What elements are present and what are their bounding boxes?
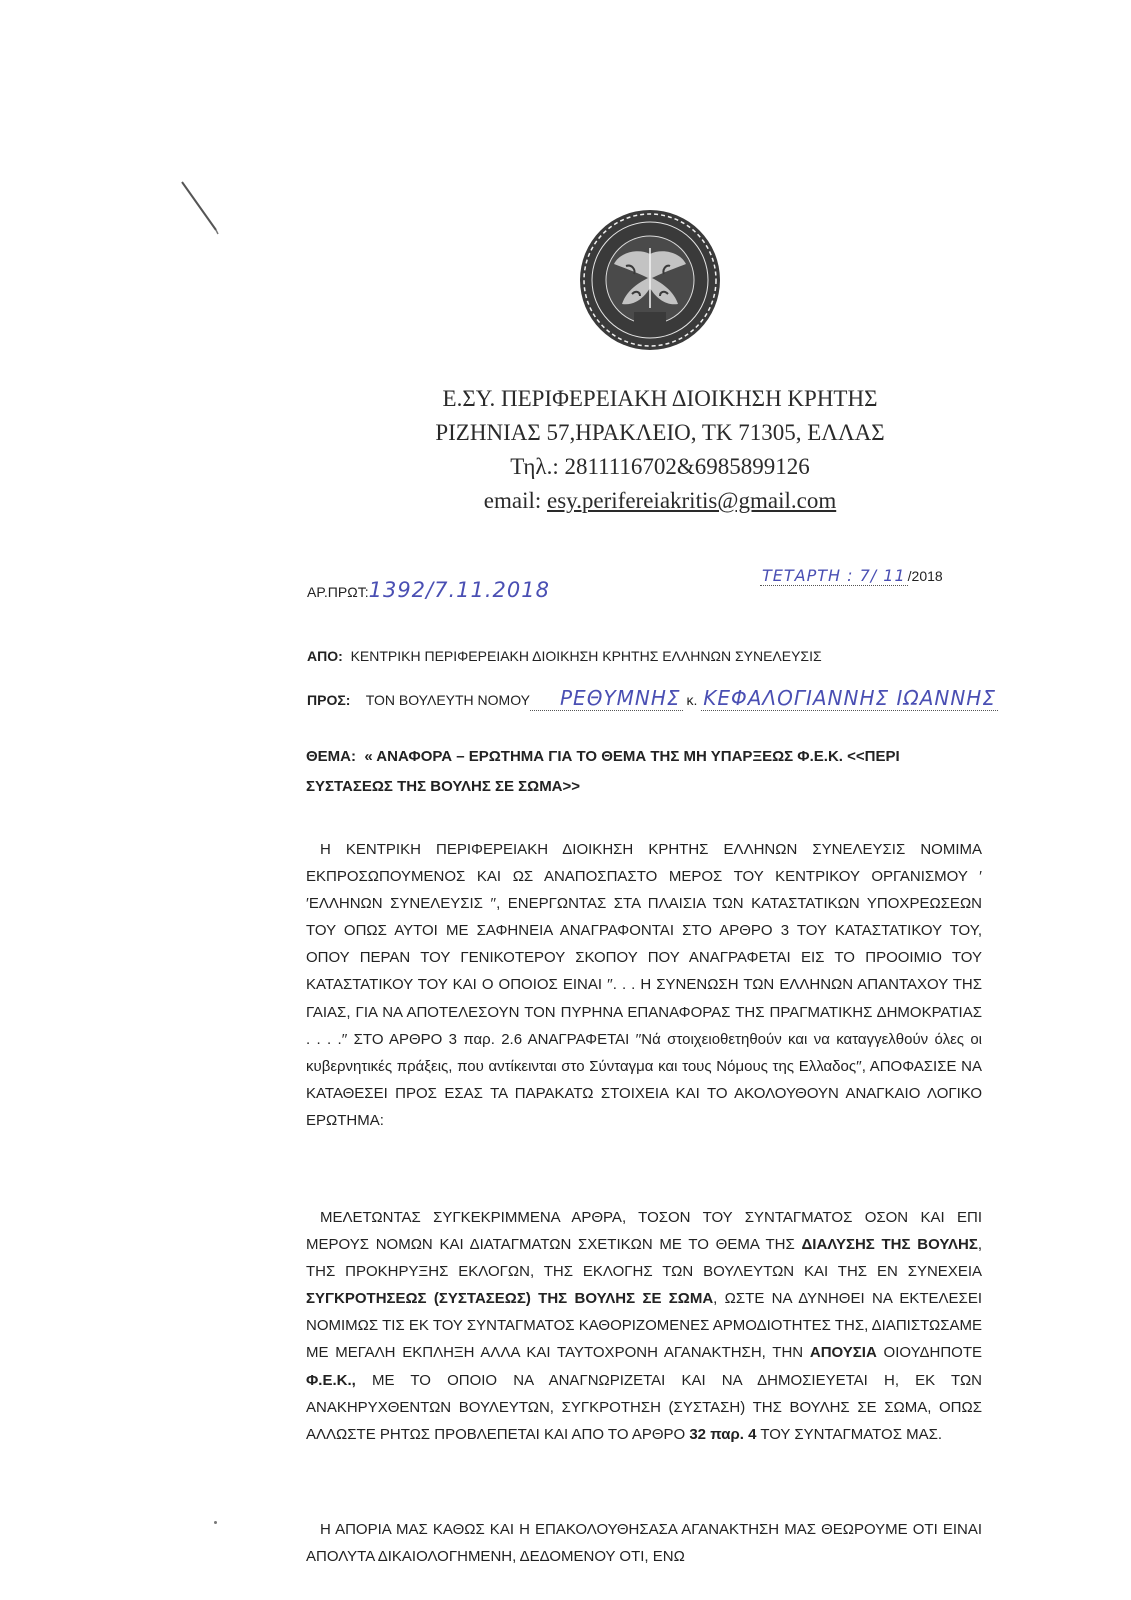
body-paragraph-1: Η ΚΕΝΤΡΙΚΗ ΠΕΡΙΦΕΡΕΙΑΚΗ ΔΙΟΙΚΗΣΗ ΚΡΗΤΗΣ ΕΛΛΗΝΩΝ ΣΥΝΕΛΕΥΣΙΣ ΝΟΜΙΜΑ ΕΚΠΡΟΣΩΠΟΥΜΕΝΟΣ ΚΑΙ ΩΣ ΑΝΑΠΟΣΠΑΣΤΟ ΜΕΡΟΣ ΤΟΥ ΚΕΝΤΡΙΚΟΥ ΟΡΓΑΝΙΣΜΟΥ ′′ΕΛΛΗΝΩΝ ΣΥΝΕΛΕΥΣΙΣ ′′, ΕΝΕΡΓΩΝΤΑΣ ΣΤΑ ΠΛΑΙΣΙΑ ΤΩΝ ΚΑΤΑΣΤΑΤΙΚΩΝ ΥΠΟΧΡΕΩΣΕΩΝ ΤΟΥ ΟΠΩΣ ΑΥΤΟΙ ΜΕ ΣΑΦΗΝΕΙΑ ΑΝΑΓΡΑΦΟΝΤΑΙ ΣΤΟ ΑΡΘΡΟ 3 ΤΟΥ ΚΑΤΑΣΤΑΤΙΚΟΥ ΤΟΥ, ΟΠΟΥ ΠΕΡΑΝ ΤΟΥ ΓΕΝΙΚΟΤΕΡΟΥ ΣΚΟΠΟΥ ΠΟΥ ΑΝΑΓΡΑΦΕΤΑΙ ΕΙΣ ΤΟ ΠΡΟΟΙΜΙΟ ΤΟΥ ΚΑΤΑΣΤΑΤΙΚΟΥ ΤΟΥ ΚΑΙ Ο ΟΠΟΙΟΣ ΕΙΝΑΙ ′′. . . Η ΣΥΝΕΝΩΣΗ ΤΩΝ ΕΛΛΗΝΩΝ ΑΠΑΝΤΑΧΟΥ ΤΗΣ ΓΑΙΑΣ, ΓΙΑ ΝΑ ΑΠΟΤΕΛΕΣΟΥΝ ΤΟΝ ΠΥΡΗΝΑ ΕΠΑΝΑΦΟΡΑΣ ΤΗΣ ΠΡΑΓΜΑΤΙΚΗΣ ΔΗΜΟΚΡΑΤΙΑΣ . . . .′′ ΣΤΟ ΑΡΘΡΟ 3 παρ. 2.6 ΑΝΑΓΡΑΦΕΤΑΙ ′′Νά στοιχειοθετηθούν και να καταγγελθούν όλες οι κυβερνητικές πράξεις, που αντίκεινται στο Σύνταγμα και τους Νόμους της Ελλαδος′′, ΑΠΟΦΑΣΙΣΕ ΝΑ ΚΑΤΑΘΕΣΕΙ ΠΡΟΣ ΕΣΑΣ ΤΑ ΠΑΡΑΚΑΤΩ ΣΤΟΙΧΕΙΑ ΚΑΙ ΤΟ ΑΚΟΛΟΥΘΟΥΝ ΑΝΑΓΚΑΙΟ ΛΟΓΙΚΟ ΕΡΩΤΗΜΑ:	[306, 841, 982, 1129]
subject-label: ΘΕΜΑ:	[306, 748, 356, 765]
letterhead-email	[380, 484, 940, 518]
from-label: ΑΠΟ:	[307, 648, 343, 664]
p2-text-k: ΤΟΥ ΣΥΝΤΑΓΜΑΤΟΣ ΜΑΣ.	[756, 1425, 943, 1443]
to-name-handwritten: ΚΕΦΑΛΟΓΙΑΝΝΗΣ ΙΩΑΝΝΗΣ	[703, 686, 996, 710]
p2-text-a: ΜΕΛΕΤΩΝΤΑΣ ΣΥΓΚΕΚΡΙΜΜΕΝΑ ΑΡΘΡΑ, ΤΟΣΟΝ ΤΟΥ ΣΥΝΤΑΓΜΑΤΟΣ ΟΣΟΝ ΚΑΙ ΕΠΙ ΜΕΡΟΥΣ ΝΟΜΩΝ ΚΑΙ ΔΙΑΤΑΓΜΑΤΩΝ ΣΧΕΤΙΚΩΝ ΜΕ ΤΟ ΘΕΜΑ ΤΗΣ	[306, 1209, 982, 1254]
body-paragraph-2	[306, 1204, 982, 1448]
p2-bold-fek: Φ.Ε.Κ.,	[306, 1371, 356, 1389]
p2-bold-article: 32 παρ. 4	[689, 1425, 757, 1443]
pen-stroke-mark	[180, 180, 224, 236]
from-line	[307, 648, 822, 664]
to-k-label: κ.	[686, 692, 698, 708]
letterhead	[380, 382, 940, 518]
p2-bold-constitution: ΣΥΓΚΡΟΤΗΣΕΩΣ (ΣΥΣΤΑΣΕΩΣ) ΤΗΣ ΒΟΥΛΗΣ ΣΕ ΣΩΜΑ	[306, 1290, 714, 1308]
protocol-number-handwritten: 1392/7.11.2018	[368, 578, 550, 602]
date-year: /2018	[907, 568, 943, 584]
organization-seal-logo	[578, 208, 722, 352]
to-line	[307, 686, 998, 710]
p2-text-i: ΜΕ ΤΟ ΟΠΟΙΟ ΝΑ ΑΝΑΓΝΩΡΙΖΕΤΑΙ ΚΑΙ ΝΑ ΔΗΜΟΣΙΕΥΕΤΑΙ Η, ΕΚ ΤΩΝ ΑΝΑΚΗΡΥΧΘΕΝΤΩΝ ΒΟΥΛΕΥΤΩΝ, ΣΥΓΚΡΟΤΗΣΗ (ΣΥΣΤΑΣΗ) ΤΗΣ ΒΟΥΛΗΣ ΣΕ ΣΩΜΑ, ΟΠΩΣ ΑΛΛΩΣΤΕ ΡΗΤΩΣ ΠΡΟΒΛΕΠΕΤΑΙ ΚΑΙ ΑΠΟ ΤΟ ΑΡΘΡΟ	[306, 1371, 982, 1443]
body-paragraph-3: Η ΑΠΟΡΙΑ ΜΑΣ ΚΑΘΩΣ ΚΑΙ Η ΕΠΑΚΟΛΟΥΘΗΣΑΣΑ ΑΓΑΝΑΚΤΗΣΗ ΜΑΣ ΘΕΩΡΟΥΜΕ ΟΤΙ ΕΙΝΑΙ ΑΠΟΛΥΤΑ ΔΙΚΑΙΟΛΟΓΗΜΕΝΗ, ΔΕΔΟΜΕΝΟΥ ΟΤΙ, ΕΝΩ	[306, 1521, 982, 1566]
scan-speck	[214, 1521, 217, 1524]
protocol-number-line	[307, 578, 550, 602]
to-region-handwritten: ΡΕΘΥΜΝΗΣ	[530, 686, 683, 711]
letterhead-org-name: Ε.ΣΥ. ΠΕΡΙΦΕΡΕΙΑΚΗ ΔΙΟΙΚΗΣΗ ΚΡΗΤΗΣ	[442, 386, 878, 411]
letterhead-phone: Τηλ.: 2811116702&6985899126	[510, 454, 810, 479]
to-label: ΠΡΟΣ:	[307, 692, 351, 708]
date-handwritten: ΤΕΤΑΡΤΗ : 7/ 11	[762, 566, 906, 585]
subject-line	[306, 742, 984, 802]
subject-text: « ΑΝΑΦΟΡΑ – ΕΡΩΤΗΜΑ ΓΙΑ ΤΟ ΘΕΜΑ ΤΗΣ ΜΗ ΥΠΑΡΞΕΩΣ Φ.Ε.Κ. <<ΠΕΡΙ ΣΥΣΤΑΣΕΩΣ ΤΗΣ ΒΟΥΛΗΣ ΣΕ ΣΩΜΑ>>	[306, 748, 900, 795]
p2-text-e: , ΩΣΤΕ ΝΑ ΔΥΝΗΘΕΙ ΝΑ ΕΚΤΕΛΕΣΕΙ ΝΟΜΙΜΩΣ ΤΙΣ ΕΚ ΤΟΥ ΣΥΝΤΑΓΜΑΤΟΣ ΚΑΘΟΡΙΖΟΜΕΝΕΣ ΑΡΜΟΔΙΟΤΗΤΕΣ ΤΗΣ, ΔΙΑΠΙΣΤΩΣΑΜΕ ΜΕ ΜΕΓΑΛΗ ΕΚΠΛΗΞΗ ΑΛΛΑ ΚΑΙ ΤΑΥΤΟΧΡΟΝΗ ΑΓΑΝΑΚΤΗΣΗ, ΤΗΝ	[306, 1290, 982, 1362]
p2-bold-dissolution: ΔΙΑΛΥΣΗΣ ΤΗΣ ΒΟΥΛΗΣ	[801, 1236, 978, 1254]
protocol-number-label: ΑΡ.ΠΡΩΤ:	[307, 584, 369, 600]
letterhead-address: ΡΙΖΗΝΙΑΣ 57,ΗΡΑΚΛΕΙΟ, ΤΚ 71305, ΕΛΛΑΣ	[435, 420, 885, 445]
email-label: email:	[483, 488, 548, 513]
to-value: ΤΟΝ ΒΟΥΛΕΥΤΗ ΝΟΜΟΥ	[365, 692, 530, 708]
p2-bold-absence: ΑΠΟΥΣΙΑ	[809, 1344, 877, 1362]
date-line	[760, 566, 943, 585]
p2-text-g: ΟΙΟΥΔΗΠΟΤΕ	[876, 1344, 982, 1362]
email-link[interactable]: esy.perifereiakritis@gmail.com	[547, 488, 837, 513]
from-value: ΚΕΝΤΡΙΚΗ ΠΕΡΙΦΕΡΕΙΑΚΗ ΔΙΟΙΚΗΣΗ ΚΡΗΤΗΣ ΕΛΛΗΝΩΝ ΣΥΝΕΛΕΥΣΙΣ	[350, 648, 822, 664]
p2-text-c: , ΤΗΣ ΠΡΟΚΗΡΥΞΗΣ ΕΚΛΟΓΩΝ, ΤΗΣ ΕΚΛΟΓΗΣ ΤΩΝ ΒΟΥΛΕΥΤΩΝ ΚΑΙ ΤΗΣ ΕΝ ΣΥΝΕΧΕΙΑ	[306, 1236, 982, 1281]
